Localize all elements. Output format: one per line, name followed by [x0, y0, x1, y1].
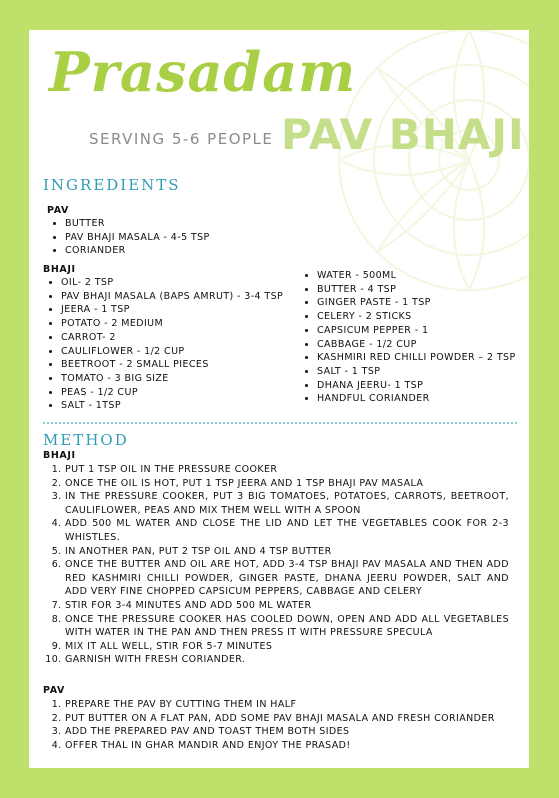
ingredient-item: • CAULIFLOWER - 1/2 CUP	[61, 345, 283, 359]
pav-method-steps	[43, 698, 509, 752]
ingredient-item: • PAV BHAJI MASALA (BAPS AMRUT) - 3-4 TSP	[61, 290, 283, 304]
ingredient-item: • WATER - 500ML	[317, 269, 516, 283]
ingredient-item: • CORIANDER	[65, 244, 210, 258]
dish-title: PAV BHAJI	[281, 110, 525, 159]
method-step: 2. PUT BUTTER ON A FLAT PAN, ADD SOME PAV BHAJI MASALA AND FRESH CORIANDER	[65, 712, 509, 726]
method-step: 5. IN ANOTHER PAN, PUT 2 TSP OIL AND 4 TSP BUTTER	[65, 545, 509, 559]
ingredient-item: • CABBAGE - 1/2 CUP	[317, 338, 516, 352]
brand-title: Prasadam	[49, 40, 357, 104]
method-step: 6. ONCE THE BUTTER AND OIL ARE HOT, ADD 3-4 TSP BHAJI PAV MASALA AND THEN ADD RED KASHMIRI CHILLI POWDER, GINGER PASTE, DHANA JEERU POWDER, SALT AND ADD VERY FINE CHOPPED CAPSICUM PEPPERS, CABBAGE AND CELERY	[65, 558, 509, 599]
ingredient-item: • KASHMIRI RED CHILLI POWDER – 2 TSP	[317, 351, 516, 365]
bhaji-ingredients-heading: BHAJI	[43, 264, 76, 275]
ingredient-item: • PEAS - 1/2 CUP	[61, 386, 283, 400]
ingredient-item: • SALT - 1 TSP	[317, 365, 516, 379]
bhaji-ingredients-right	[297, 269, 516, 406]
ingredient-item: • POTATO - 2 MEDIUM	[61, 317, 283, 331]
method-step: 3. ADD THE PREPARED PAV AND TOAST THEM BOTH SIDES	[65, 725, 509, 739]
method-step: 8. ONCE THE PRESSURE COOKER HAS COOLED DOWN, OPEN AND ADD ALL VEGETABLES WITH WATER IN THE PAN AND THEN PRESS IT WITH PRESSURE SPECULA	[65, 613, 509, 640]
method-step: 7. STIR FOR 3-4 MINUTES AND ADD 500 ML WATER	[65, 599, 509, 613]
ingredient-item: • OIL- 2 TSP	[61, 276, 283, 290]
method-pav-heading: PAV	[43, 685, 65, 696]
ingredient-item: • CELERY - 2 STICKS	[317, 310, 516, 324]
ingredient-item: • HANDFUL CORIANDER	[317, 392, 516, 406]
ingredient-item: • BUTTER - 4 TSP	[317, 283, 516, 297]
pav-ingredients-list	[45, 217, 210, 258]
method-step: 3. IN THE PRESSURE COOKER, PUT 3 BIG TOMATOES, POTATOES, CARROTS, BEETROOT, CAULIFLOWER, PEAS AND MIX THEM WELL WITH A SPOON	[65, 490, 509, 517]
method-step: 1. PUT 1 TSP OIL IN THE PRESSURE COOKER	[65, 463, 509, 477]
ingredient-item: • BEETROOT - 2 SMALL PIECES	[61, 358, 283, 372]
method-step: 4. OFFER THAL IN GHAR MANDIR AND ENJOY THE PRASAD!	[65, 739, 509, 753]
method-step: 1. PREPARE THE PAV BY CUTTING THEM IN HALF	[65, 698, 509, 712]
method-heading: METHOD	[43, 431, 129, 449]
bhaji-ingredients-left	[41, 276, 283, 413]
method-step: 4. ADD 500 ML WATER AND CLOSE THE LID AND LET THE VEGETABLES COOK FOR 2-3 WHISTLES.	[65, 517, 509, 544]
serving-size: SERVING 5-6 PEOPLE	[89, 130, 274, 148]
ingredient-item: • PAV BHAJI MASALA - 4-5 TSP	[65, 231, 210, 245]
bhaji-method-steps	[43, 463, 509, 667]
pav-ingredients-heading: PAV	[47, 205, 69, 216]
ingredient-item: • CARROT- 2	[61, 331, 283, 345]
ingredient-item: • BUTTER	[65, 217, 210, 231]
ingredients-heading: INGREDIENTS	[43, 176, 181, 194]
ingredient-item: • CAPSICUM PEPPER - 1	[317, 324, 516, 338]
ingredient-item: • JEERA - 1 TSP	[61, 303, 283, 317]
ingredient-item: • DHANA JEERU- 1 TSP	[317, 379, 516, 393]
ingredient-item: • TOMATO - 3 BIG SIZE	[61, 372, 283, 386]
method-bhaji-heading: BHAJI	[43, 450, 76, 461]
recipe-card	[29, 30, 529, 768]
method-step: 2. ONCE THE OIL IS HOT, PUT 1 TSP JEERA AND 1 TSP BHAJI PAV MASALA	[65, 477, 509, 491]
ingredient-item: • SALT - 1TSP	[61, 399, 283, 413]
method-step: 9. MIX IT ALL WELL, STIR FOR 5-7 MINUTES	[65, 640, 509, 654]
divider	[43, 422, 517, 424]
method-step: 10. GARNISH WITH FRESH CORIANDER.	[65, 653, 509, 667]
ingredient-item: • GINGER PASTE - 1 TSP	[317, 296, 516, 310]
